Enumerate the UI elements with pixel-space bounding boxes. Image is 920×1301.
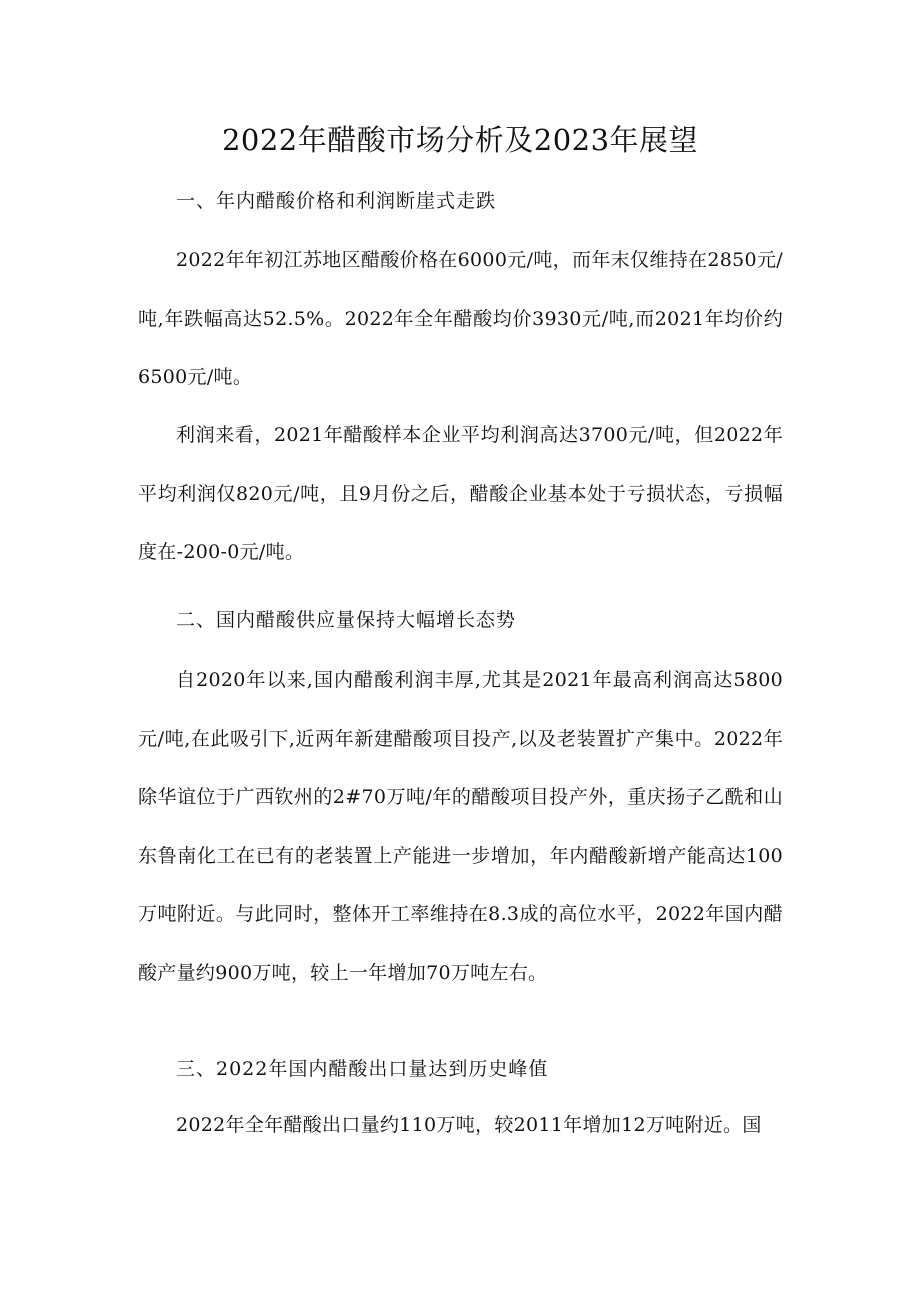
paragraph-supply: 自2020年以来,国内醋酸利润丰厚,尤其是2021年最高利润高达5800元/吨,在此吸引下,近两年新建醋酸项目投产,以及老装置扩产集中。2022年除华谊位于广西钦州的2#70万吨/年的醋酸项目投产外，重庆扬子乙酰和山东鲁南化工在已有的老装置上产能进一步增加，年内醋酸新增产能高达100万吨附近。与此同时，整体开工率维持在8.3成的高位水平，2022年国内醋酸产量约900万吨，较上一年增加70万吨左右。 [138, 669, 783, 984]
section-heading-1: 一、年内醋酸价格和利润断崖式走跌 [176, 190, 497, 212]
section-heading-2: 二、国内醋酸供应量保持大幅增长态势 [176, 609, 517, 631]
paragraph-profit: 利润来看，2021年醋酸样本企业平均利润高达3700元/吨，但2022年平均利润仅820元/吨，且9月份之后，醋酸企业基本处于亏损状态，亏损幅度在-200-0元/吨。 [138, 424, 783, 563]
section-heading-3: 三、2022年国内醋酸出口量达到历史峰值 [176, 1058, 549, 1080]
paragraph-price: 2022年年初江苏地区醋酸价格在6000元/吨，而年末仅维持在2850元/吨,年跌幅高达52.5%。2022年全年醋酸均价3930元/吨,而2021年均价约6500元/吨。 [138, 249, 783, 388]
document-title: 2022年醋酸市场分析及2023年展望 [221, 123, 699, 157]
paragraph-export: 2022年全年醋酸出口量约110万吨，较2011年增加12万吨附近。国 [176, 1114, 762, 1136]
